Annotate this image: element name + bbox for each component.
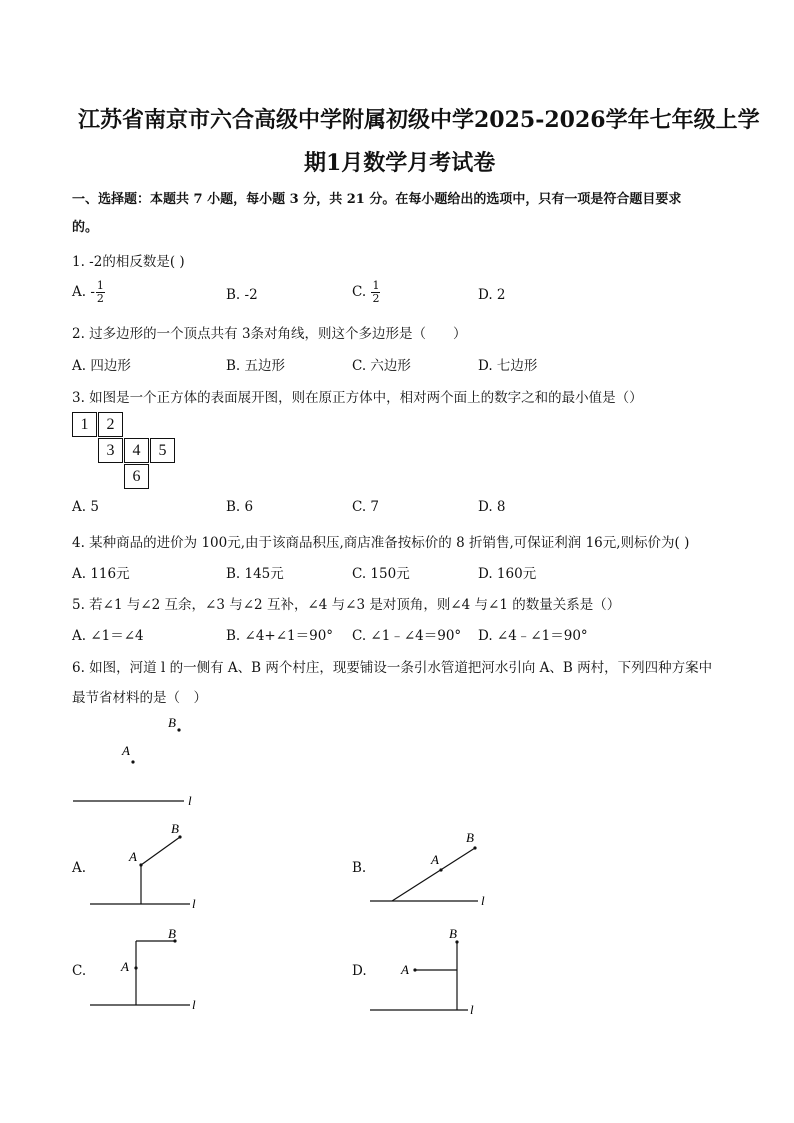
q6-option-a-figure: [80, 818, 210, 910]
point-label-b: B: [168, 926, 176, 941]
q6-stem-line1: 6. 如图，河道 l 的一侧有 A、B 两个村庄，现要铺设一条引水管道把河水引向 A、B 两村，下列四种方案中: [72, 660, 713, 676]
q4-option-d: D. 160元: [478, 566, 537, 582]
q4-stem: 4. 某种商品的进价为 100元,由于该商品积压,商店准备按标价的 8 折销售,可保证利润 16元,则标价为( ): [72, 535, 690, 551]
point-label-a: A: [401, 962, 409, 977]
q3-option-a: A. 5: [72, 499, 99, 515]
point-a: [139, 863, 142, 866]
fraction: [96, 280, 105, 305]
q2-option-b: B. 五边形: [226, 358, 286, 374]
q1-option-b: B. -2: [226, 287, 258, 303]
net-face-5: 5: [150, 438, 175, 463]
point-label-b: B: [171, 821, 179, 836]
point-label-a: A: [122, 743, 130, 758]
point-label-b: B: [449, 926, 457, 941]
q2-option-a: A. 四边形: [72, 358, 131, 374]
q2-option-d: D. 七边形: [478, 358, 538, 374]
point-label-b: B: [168, 715, 176, 730]
point-b: [177, 728, 180, 731]
net-face-3: 3: [98, 438, 123, 463]
q5-stem: 5. 若∠1 与∠2 互余，∠3 与∠2 互补，∠4 与∠3 是对顶角，则∠4 与∠1 的数量关系是（）: [72, 597, 621, 613]
river-label: l: [192, 997, 196, 1012]
net-face-1: 1: [72, 412, 97, 437]
net-face-4: 4: [124, 438, 149, 463]
fraction-denominator: 2: [96, 292, 104, 305]
section-instructions-line2: 的。: [72, 220, 99, 235]
point-a: [134, 966, 137, 969]
point-label-a: A: [121, 959, 129, 974]
q1-option-d: D. 2: [478, 287, 506, 303]
q3-option-c: C. 7: [352, 499, 380, 515]
section-instructions-line1: 一、选择题：本题共 7 小题，每小题 3 分，共 21 分。在每小题给出的选项中，只有一项是符合题目要求: [72, 192, 682, 207]
q1-option-c-label: C.: [352, 284, 371, 300]
river-label: l: [192, 896, 196, 910]
q2-option-c: C. 六边形: [352, 358, 411, 374]
point-b: [473, 846, 476, 849]
q4-option-a: A. 116元: [72, 566, 130, 582]
q6-stem-line2: 最节省材料的是（ ）: [72, 690, 207, 706]
q1-option-a: [72, 280, 106, 305]
q1-option-c: [352, 280, 381, 305]
q3-stem: 3. 如图是一个正方体的表面展开图，则在原正方体中，相对两个面上的数字之和的最小值是（）: [72, 390, 643, 406]
q6-main-figure: [60, 705, 220, 815]
fraction: [371, 280, 380, 305]
river-label: l: [481, 893, 485, 908]
q6-option-d-figure: [360, 925, 490, 1017]
river-label: l: [188, 793, 192, 808]
net-face-6: 6: [124, 464, 149, 489]
point-label-a: A: [431, 852, 439, 867]
fraction-numerator: 1: [96, 279, 104, 292]
q1-option-a-label: A. -: [72, 284, 95, 300]
point-label-a: A: [129, 849, 137, 864]
q6-option-c-figure: [80, 925, 210, 1015]
point-label-b: B: [466, 830, 474, 845]
river-label: l: [470, 1002, 474, 1017]
q4-option-c: C. 150元: [352, 566, 410, 582]
q6-option-a: A.: [72, 860, 87, 876]
q5-option-a: A. ∠1＝∠4: [72, 628, 144, 644]
pipe-line: [141, 837, 180, 865]
q6-option-d: D.: [352, 963, 367, 979]
q3-option-d: D. 8: [478, 499, 506, 515]
point-a: [131, 760, 134, 763]
q5-option-d: D. ∠4﹣∠1＝90°: [478, 628, 588, 644]
q6-option-c: C.: [72, 963, 87, 979]
q5-option-c: C. ∠1﹣∠4＝90°: [352, 628, 462, 644]
net-face-2: 2: [98, 412, 123, 437]
point-a: [413, 968, 416, 971]
page-title-line2: 期1月数学月考试卷: [304, 150, 496, 176]
q2-stem: 2. 过多边形的一个顶点共有 3条对角线，则这个多边形是（ ）: [72, 326, 467, 342]
q6-option-b: B.: [352, 860, 367, 876]
fraction-denominator: 2: [372, 292, 380, 305]
q3-option-b: B. 6: [226, 499, 254, 515]
point-a: [439, 868, 442, 871]
q6-option-b-figure: [360, 825, 500, 910]
fraction-numerator: 1: [372, 279, 380, 292]
page-title-line1: 江苏省南京市六合高级中学附属初级中学2025-2026学年七年级上学: [78, 107, 760, 133]
q5-option-b: B. ∠4+∠1＝90°: [226, 628, 334, 644]
q1-stem: 1. -2的相反数是( ): [72, 254, 185, 270]
q4-option-b: B. 145元: [226, 566, 284, 582]
